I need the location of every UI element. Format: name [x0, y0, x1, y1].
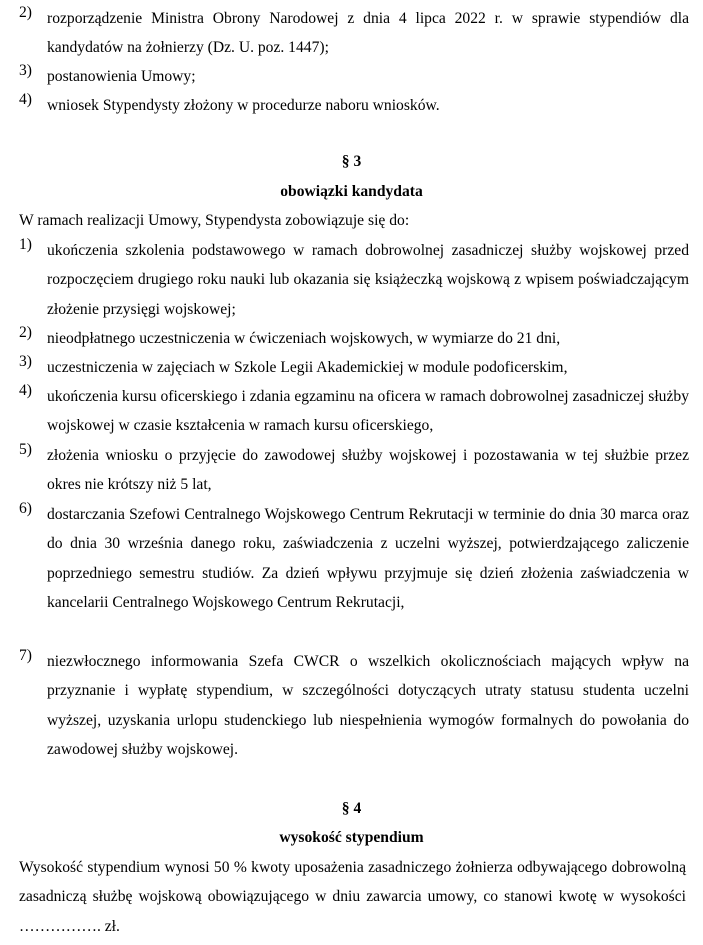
list-number: 3)	[19, 353, 32, 370]
list-text: złożenia wniosku o przyjęcie do zawodowej służby wojskowej i pozostawania w tej służbie przez okres nie krótszy niż 5 lat,	[47, 447, 689, 494]
list-number: 6)	[19, 500, 32, 517]
list-text: dostarczania Szefowi Centralnego Wojskowego Centrum Rekrutacji w terminie do dnia 30 marca oraz do dnia 30 września danego roku, zaświadczenia z uczelni wyższej, potwierdzającego zaliczenie poprzedniego semestru studiów. Za dzień wpływu przyjmuje się dzień złożenia zaświadczenia w kancelarii Centralnego Wojskowego Centrum Rekrutacji,	[47, 506, 689, 611]
list-item	[19, 441, 689, 500]
list-number: 2)	[19, 4, 32, 21]
section-number: § 4	[341, 800, 362, 817]
list-number: 1)	[19, 236, 32, 253]
list-text: wniosek Stypendysty złożony w procedurze naboru wniosków.	[47, 97, 440, 114]
list-item	[19, 647, 689, 764]
list-number: 2)	[19, 324, 32, 341]
list-text: nieodpłatnego uczestniczenia w ćwiczeniach wojskowych, w wymiarze do 21 dni,	[47, 330, 561, 347]
list-text: ukończenia szkolenia podstawowego w ramach dobrowolnej zasadniczej służby wojskowej przed rozpoczęciem drugiego roku nauki lub okazania się książeczką wojskową z wpisem poświadczającym złożenie przysięgi wojskowej;	[47, 242, 689, 318]
section-title: obowiązki kandydata	[280, 183, 423, 200]
list-text: rozporządzenie Ministra Obrony Narodowej z dnia 4 lipca 2022 r. w sprawie stypendiów dla kandydatów na żołnierzy (Dz. U. poz. 1447);	[47, 10, 689, 57]
list-item	[19, 91, 689, 120]
list-item	[19, 324, 689, 353]
list-item	[19, 62, 689, 91]
section-number: § 3	[341, 153, 362, 170]
list-item	[19, 500, 689, 617]
section-lead: W ramach realizacji Umowy, Stypendysta zobowiązuje się do:	[19, 212, 410, 229]
list-number: 4)	[19, 382, 32, 399]
list-number: 3)	[19, 62, 32, 79]
list-item	[19, 236, 689, 324]
list-number: 4)	[19, 91, 32, 108]
list-text: postanowienia Umowy;	[47, 68, 196, 85]
list-item	[19, 4, 689, 63]
list-number: 5)	[19, 441, 32, 458]
list-text: ukończenia kursu oficerskiego i zdania egzaminu na oficera w ramach dobrowolnej zasadniczej służby wojskowej w czasie kształcenia w ramach kursu oficerskiego,	[47, 388, 689, 435]
list-number: 7)	[19, 647, 32, 664]
list-item	[19, 382, 689, 441]
list-item	[19, 353, 689, 382]
list-text: uczestniczenia w zajęciach w Szkole Legii Akademickiej w module podoficerskim,	[47, 359, 568, 376]
section-text: Wysokość stypendium wynosi 50 % kwoty uposażenia zasadniczego żołnierza odbywającego dobrowolną zasadniczą służbę wojskową obowiązującego w dniu zawarcia umowy, co stanowi kwotę w wysokości ……………. zł.	[19, 859, 686, 935]
section-title: wysokość stypendium	[279, 829, 424, 846]
list-text: niezwłocznego informowania Szefa CWCR o wszelkich okolicznościach mających wpływ na przyznanie i wypłatę stypendium, w szczególności dotyczących utraty statusu studenta uczelni wyższej, uzyskania urlopu studenckiego lub niespełnienia wymogów formalnych do powołania do zawodowej służby wojskowej.	[47, 653, 689, 758]
